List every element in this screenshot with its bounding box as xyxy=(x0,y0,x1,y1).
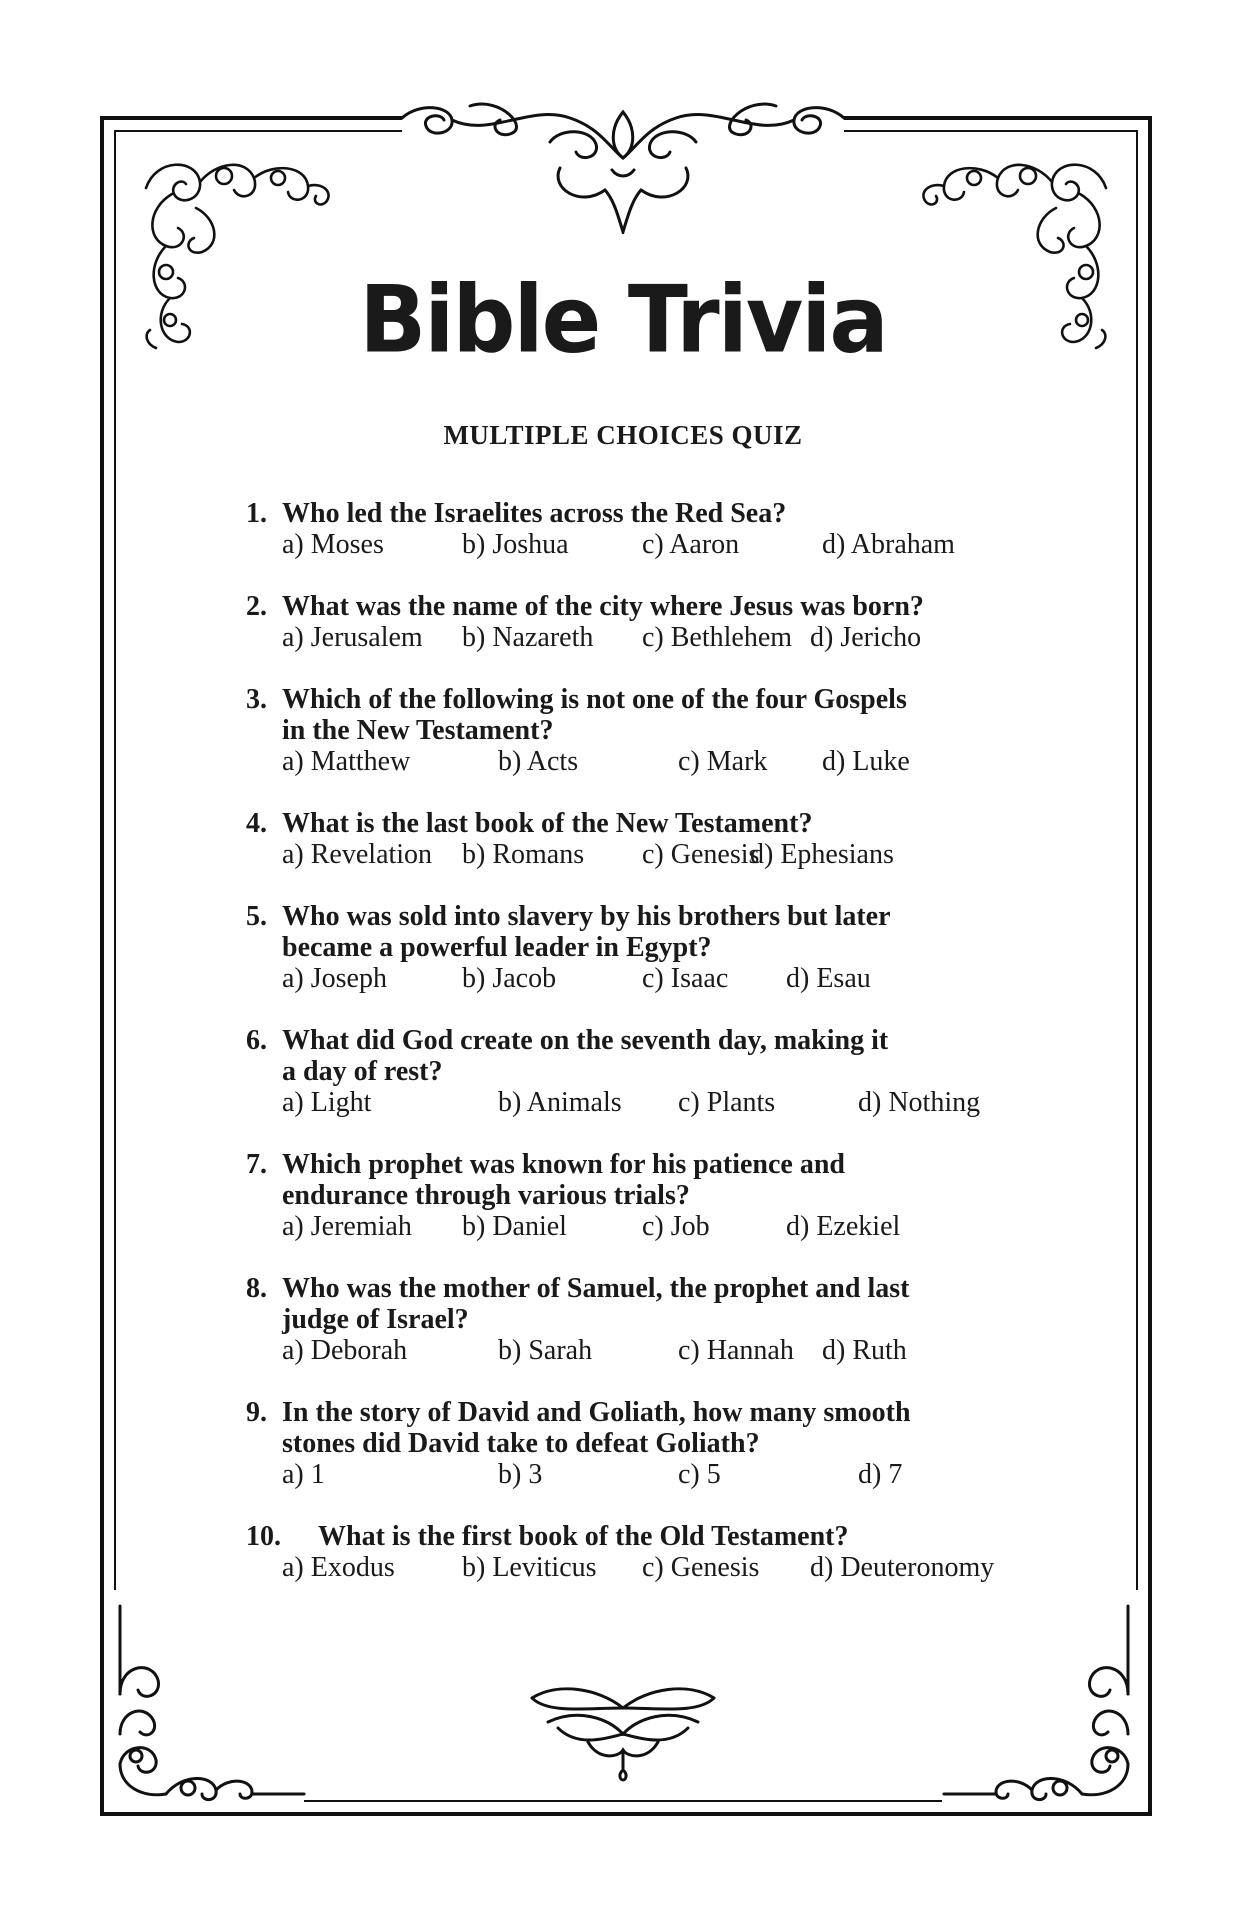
question-line: What did God create on the seventh day, making it xyxy=(282,1025,889,1056)
question-item xyxy=(246,1273,1046,1366)
answer-option: d) Abraham xyxy=(822,529,955,560)
question-number: 6. xyxy=(246,1025,267,1056)
question-item xyxy=(246,1397,1046,1490)
answer-option: c) 5 xyxy=(678,1459,721,1490)
answer-option: d) Nothing xyxy=(858,1087,981,1118)
question-text xyxy=(246,1428,1046,1459)
answer-option: a) Deborah xyxy=(282,1335,408,1366)
answer-option: d) 7 xyxy=(858,1459,903,1490)
question-line: Which of the following is not one of the four Gospels xyxy=(282,684,907,715)
question-line: In the story of David and Goliath, how many smooth xyxy=(282,1397,911,1428)
answer-option: c) Plants xyxy=(678,1087,776,1118)
answer-options xyxy=(282,1459,1046,1490)
answer-option: c) Bethlehem xyxy=(642,622,793,653)
question-item xyxy=(246,591,1046,653)
bottom-right-corner-flourish-icon xyxy=(940,1604,1136,1804)
answer-option: b) Sarah xyxy=(498,1335,593,1366)
question-item xyxy=(246,498,1046,560)
question-text xyxy=(246,1056,1046,1087)
answer-option: c) Genesis xyxy=(642,839,760,870)
answer-option: d) Ezekiel xyxy=(786,1211,901,1242)
question-line: Who was the mother of Samuel, the prophet and last xyxy=(282,1273,910,1304)
quiz-list xyxy=(246,498,1046,1614)
question-line: endurance through various trials? xyxy=(282,1180,690,1211)
question-number: 3. xyxy=(246,684,267,715)
answer-option: b) Leviticus xyxy=(462,1552,597,1583)
answer-option: b) Joshua xyxy=(462,529,569,560)
question-text xyxy=(246,1521,1046,1552)
question-line: What is the last book of the New Testament? xyxy=(282,808,813,839)
question-text xyxy=(246,1304,1046,1335)
answer-option: b) Daniel xyxy=(462,1211,567,1242)
page-title: Bible Trivia xyxy=(359,265,887,374)
question-line: Who led the Israelites across the Red Sea? xyxy=(282,498,787,529)
question-text xyxy=(246,1397,1046,1428)
question-line: judge of Israel? xyxy=(282,1304,469,1335)
answer-options xyxy=(282,1335,1046,1366)
answer-option: a) 1 xyxy=(282,1459,325,1490)
question-line: became a powerful leader in Egypt? xyxy=(282,932,712,963)
question-text xyxy=(246,1025,1046,1056)
question-text xyxy=(246,591,1046,622)
answer-option: c) Aaron xyxy=(642,529,740,560)
question-text xyxy=(246,715,1046,746)
answer-options xyxy=(282,839,1046,870)
question-text xyxy=(246,932,1046,963)
question-number: 10. xyxy=(246,1521,281,1552)
question-line: a day of rest? xyxy=(282,1056,443,1087)
question-number: 4. xyxy=(246,808,267,839)
question-item xyxy=(246,1521,1046,1583)
question-item xyxy=(246,1149,1046,1242)
answer-options xyxy=(282,1211,1046,1242)
question-text xyxy=(246,1180,1046,1211)
question-number: 9. xyxy=(246,1397,267,1428)
answer-option: c) Genesis xyxy=(642,1552,760,1583)
answer-options xyxy=(282,746,1046,777)
question-line: stones did David take to defeat Goliath? xyxy=(282,1428,760,1459)
answer-option: d) Ephesians xyxy=(750,839,894,870)
question-text xyxy=(246,1273,1046,1304)
answer-options xyxy=(282,963,1046,994)
top-center-flourish-icon xyxy=(400,98,846,234)
question-number: 1. xyxy=(246,498,267,529)
question-item xyxy=(246,808,1046,870)
question-line: in the New Testament? xyxy=(282,715,554,746)
answer-option: b) Animals xyxy=(498,1087,622,1118)
answer-options xyxy=(282,1087,1046,1118)
answer-option: d) Deuteronomy xyxy=(810,1552,995,1583)
answer-option: a) Jeremiah xyxy=(282,1211,412,1242)
answer-option: d) Jericho xyxy=(810,622,922,653)
answer-option: c) Isaac xyxy=(642,963,729,994)
answer-option: b) Jacob xyxy=(462,963,557,994)
answer-options xyxy=(282,622,1046,653)
question-item xyxy=(246,1025,1046,1118)
answer-option: c) Hannah xyxy=(678,1335,794,1366)
answer-option: a) Exodus xyxy=(282,1552,395,1583)
answer-option: b) Romans xyxy=(462,839,585,870)
question-item xyxy=(246,901,1046,994)
question-number: 7. xyxy=(246,1149,267,1180)
question-line: Which prophet was known for his patience and xyxy=(282,1149,845,1180)
question-item xyxy=(246,684,1046,777)
question-text xyxy=(246,808,1046,839)
answer-option: c) Job xyxy=(642,1211,710,1242)
answer-option: a) Light xyxy=(282,1087,372,1118)
question-text xyxy=(246,498,1046,529)
answer-option: a) Matthew xyxy=(282,746,411,777)
answer-options xyxy=(282,529,1046,560)
answer-option: a) Revelation xyxy=(282,839,433,870)
answer-option: b) Nazareth xyxy=(462,622,594,653)
bottom-center-flourish-icon xyxy=(528,1678,718,1782)
question-line: What was the name of the city where Jesus was born? xyxy=(282,591,924,622)
question-number: 8. xyxy=(246,1273,267,1304)
question-line: Who was sold into slavery by his brothers but later xyxy=(282,901,891,932)
answer-option: d) Ruth xyxy=(822,1335,907,1366)
page-subtitle: MULTIPLE CHOICES QUIZ xyxy=(443,420,803,450)
question-text xyxy=(246,901,1046,932)
answer-options xyxy=(282,1552,1046,1583)
question-text xyxy=(246,1149,1046,1180)
answer-option: b) Acts xyxy=(498,746,579,777)
bottom-left-corner-flourish-icon xyxy=(112,1604,308,1804)
answer-option: d) Esau xyxy=(786,963,871,994)
question-number: 5. xyxy=(246,901,267,932)
answer-option: a) Moses xyxy=(282,529,384,560)
question-text xyxy=(246,684,1046,715)
answer-option: a) Jerusalem xyxy=(282,622,423,653)
question-line: What is the first book of the Old Testament? xyxy=(318,1521,849,1552)
question-number: 2. xyxy=(246,591,267,622)
answer-option: b) 3 xyxy=(498,1459,543,1490)
answer-option: c) Mark xyxy=(678,746,768,777)
answer-option: a) Joseph xyxy=(282,963,387,994)
answer-option: d) Luke xyxy=(822,746,910,777)
